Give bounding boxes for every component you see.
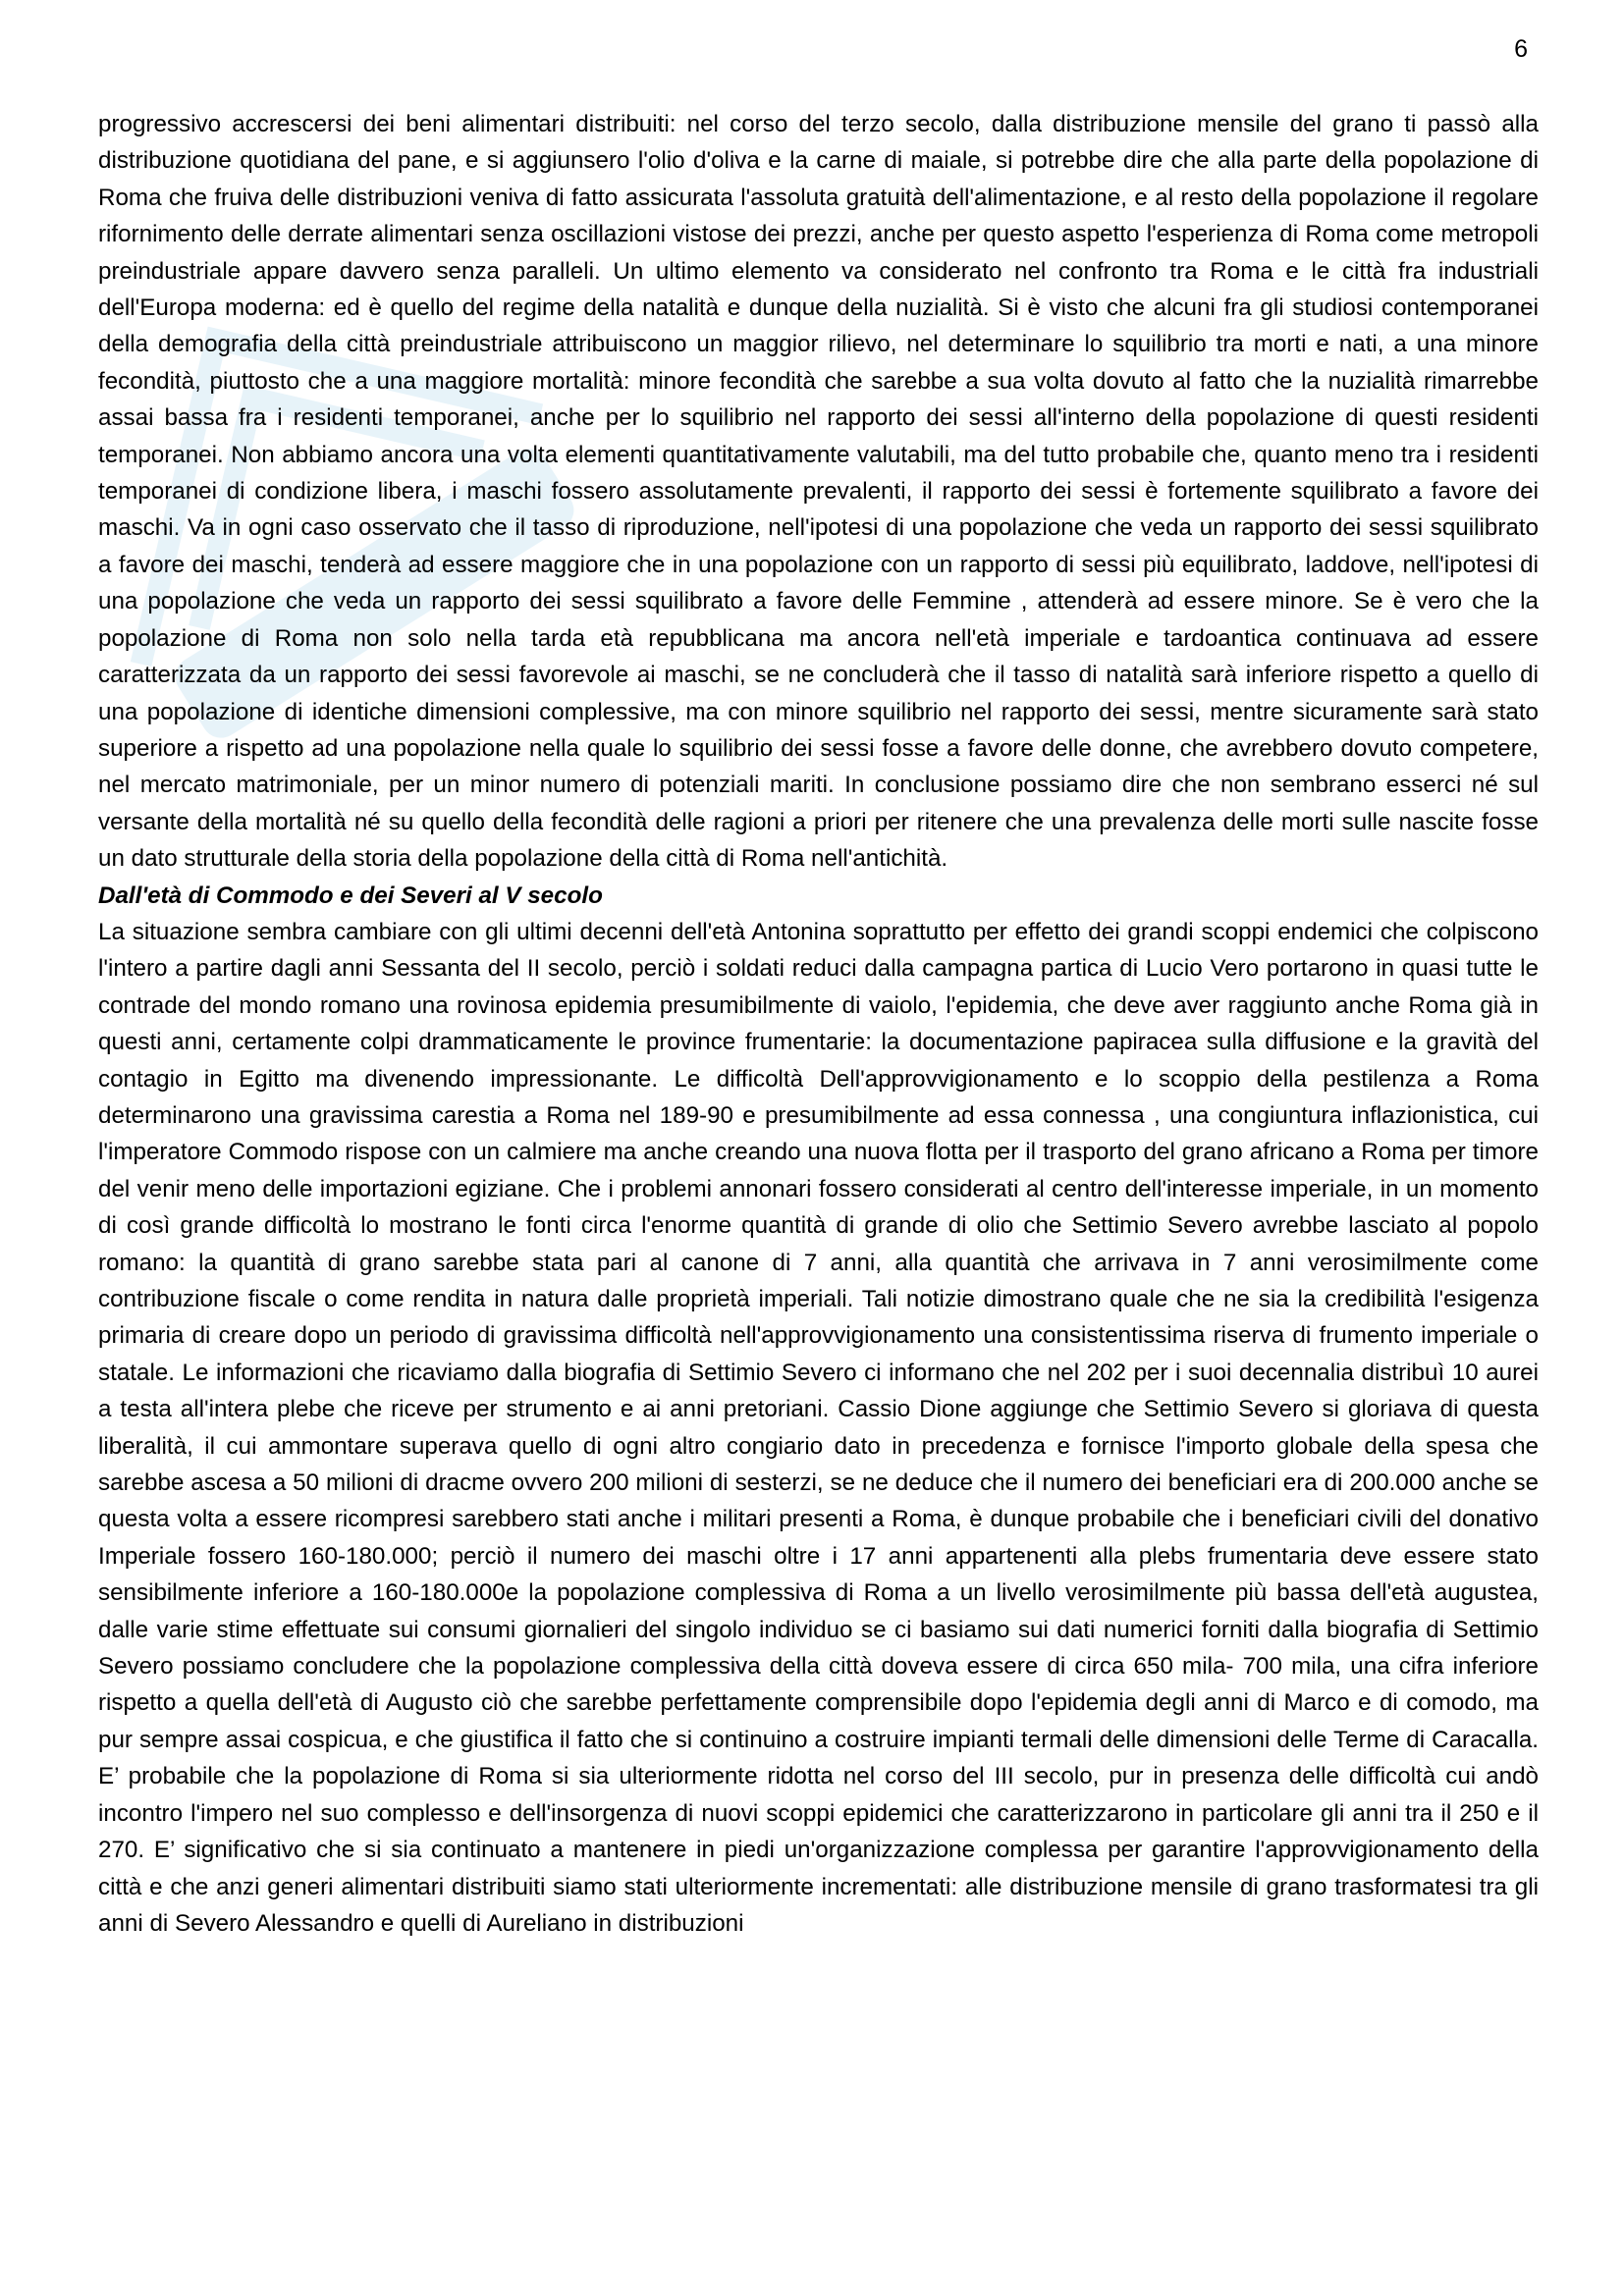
paragraph-2: La situazione sembra cambiare con gli ultimi decenni dell'età Antonina soprattutto per effetto dei grandi scoppi endemici che colpiscono l'intero a partire dagli anni Sessanta del II secolo, perciò i soldati reduci dalla campagna partica di Lucio Vero portarono in quasi tutte le contrade del mondo romano una rovinosa epidemia presumibilmente di vaiolo, l'epidemia, che deve aver raggiunto anche Roma già in questi anni, certamente colpi drammaticamente le province frumentarie: la documentazione papiracea sulla diffusione e la gravità del contagio in Egitto ma divenendo impressionante. Le difficoltà Dell'approvvigionamento e lo scoppio della pestilenza a Roma determinarono una gravissima carestia a Roma nel 189-90 e presumibilmente ad essa connessa , una congiuntura inflazionistica, cui l'imperatore Commodo rispose con un calmiere ma anche creando una nuova flotta per il trasporto del grano africano a Roma per timore del venir meno delle importazioni egiziane. Che i problemi annonari fossero considerati al centro dell'interesse imperiale, in un momento di così grande difficoltà lo mostrano le fonti circa l'enorme quantità di grande di olio che Settimio Severo avrebbe lasciato al popolo romano: la quantità di grano sarebbe stata pari al canone di 7 anni, alla quantità che arrivava in 7 anni verosimilmente come contribuzione fiscale o come rendita in natura dalle proprietà imperiali. Tali notizie dimostrano quale che ne sia la credibilità l'esigenza primaria di creare dopo un periodo di gravissima difficoltà nell'approvvigionamento una consistentissima riserva di frumento imperiale o statale. Le informazioni che ricaviamo dalla biografia di Settimio Severo ci informano che nel 202 per i suoi decennalia distribuì 10 aurei a testa all'intera plebe che riceve per strumento e ai anni pretoriani. Cassio Dione aggiunge che Settimio Severo si gloriava di questa liberalità, il cui ammontare superava quello di ogni altro congiario dato in precedenza e fornisce l'importo globale della spesa che sarebbe ascesa a 50 milioni di dracme ovvero 200 milioni di sesterzi, se ne deduce che il numero dei beneficiari era di 200.000 anche se questa volta a essere ricompresi sarebbero stati anche i militari presenti a Roma, è dunque probabile che i beneficiari civili del donativo Imperiale fossero 160-180.000; perciò il numero dei maschi oltre i 17 anni appartenenti alla plebs frumentaria deve essere stato sensibilmente inferiore a 160-180.000e la popolazione complessiva di Roma a un livello verosimilmente più bassa dell'età augustea, dalle varie stime effettuate sui consumi giornalieri del singolo individuo se ci basiamo sui dati numerici forniti dalla biografia di Settimio Severo possiamo concludere che la popolazione complessiva della città doveva essere di circa 650 mila- 700 mila, una cifra inferiore rispetto a quella dell'età di Augusto ciò che sarebbe perfettamente comprensibile dopo l'epidemia degli anni di Marco e di comodo, ma pur sempre assai cospicua, e che giustifica il fatto che si continuino a costruire impianti termali delle dimensioni delle Terme di Caracalla. E’ probabile che la popolazione di Roma si sia ulteriormente ridotta nel corso del III secolo, pur in presenza delle difficoltà cui andò incontro l'impero nel suo complesso e dell'insorgenza di nuovi scoppi epidemici che caratterizzarono in particolare gli anni tra il 250 e il 270. E’ significativo che si sia continuato a mantenere in piedi un'organizzazione complessa per garantire l'approvvigionamento della città e che anzi generi alimentari distribuiti siamo stati ulteriormente incrementati: alle distribuzione mensile di grano trasformatesi tra gli anni di Severo Alessandro e quelli di Aureliano in distribuzioni (98, 918, 1539, 1937)
page-number: 6 (1514, 35, 1528, 63)
paragraph-1: progressivo accrescersi dei beni alimentari distribuiti: nel corso del terzo secolo, dalla distribuzione mensile del grano ti passò alla distribuzione quotidiana del pane, e si aggiunsero l'olio d'oliva e la carne di maiale, si potrebbe dire che alla parte della popolazione di Roma che fruiva delle distribuzioni veniva di fatto assicurata l'assoluta gratuità dell'alimentazione, e al resto della popolazione il regolare rifornimento delle derrate alimentari senza oscillazioni vistose dei prezzi, anche per questo aspetto l'esperienza di Roma come metropoli preindustriale appare davvero senza paralleli. Un ultimo elemento va considerato nel confronto tra Roma e le città fra industriali dell'Europa moderna: ed è quello del regime della natalità e dunque della nuzialità. Si è visto che alcuni fra gli studiosi contemporanei della demografia della città preindustriale attribuiscono un maggior rilievo, nel determinare lo squilibrio tra morti e nati, a una minore fecondità, piuttosto che a una maggiore mortalità: minore fecondità che sarebbe a sua volta dovuto al fatto che la nuzialità rimarrebbe assai bassa fra i residenti temporanei, anche per lo squilibrio nel rapporto dei sessi all'interno della popolazione di questi residenti temporanei. Non abbiamo ancora una volta elementi quantitativamente valutabili, ma del tutto probabile che, quanto meno tra i residenti temporanei di condizione libera, i maschi fossero assolutamente prevalenti, il rapporto dei sessi è fortemente squilibrato a favore dei maschi. Va in ogni caso osservato che il tasso di riproduzione, nell'ipotesi di una popolazione che veda un rapporto dei sessi squilibrato a favore dei maschi, tenderà ad essere maggiore che in una popolazione con un rapporto di sessi più equilibrato, laddove, nell'ipotesi di una popolazione che veda un rapporto dei sessi squilibrato a favore delle Femmine , attenderà ad essere minore. Se è vero che la popolazione di Roma non solo nella tarda età repubblicana ma ancora nell'età imperiale e tardoantica continuava ad essere caratterizzata da un rapporto dei sessi favorevole ai maschi, se ne concluderà che il tasso di natalità sarà inferiore rispetto a quello di una popolazione di identiche dimensioni complessive, ma con minore squilibrio nel rapporto dei sessi, mentre sicuramente sarà stato superiore a rispetto ad una popolazione nella quale lo squilibrio dei sessi fosse a favore delle donne, che avrebbero dovuto competere, nel mercato matrimoniale, per un minor numero di potenziali mariti. In conclusione possiamo dire che non sembrano esserci né sul versante della mortalità né su quello della fecondità delle ragioni a priori per ritenere che una prevalenza delle morti sulle nascite fosse un dato strutturale della storia della popolazione della città di Roma nell'antichità. (98, 111, 1539, 873)
section-heading: Dall'età di Commodo e dei Severi al V secolo (98, 881, 603, 909)
document-body (98, 106, 1539, 1942)
